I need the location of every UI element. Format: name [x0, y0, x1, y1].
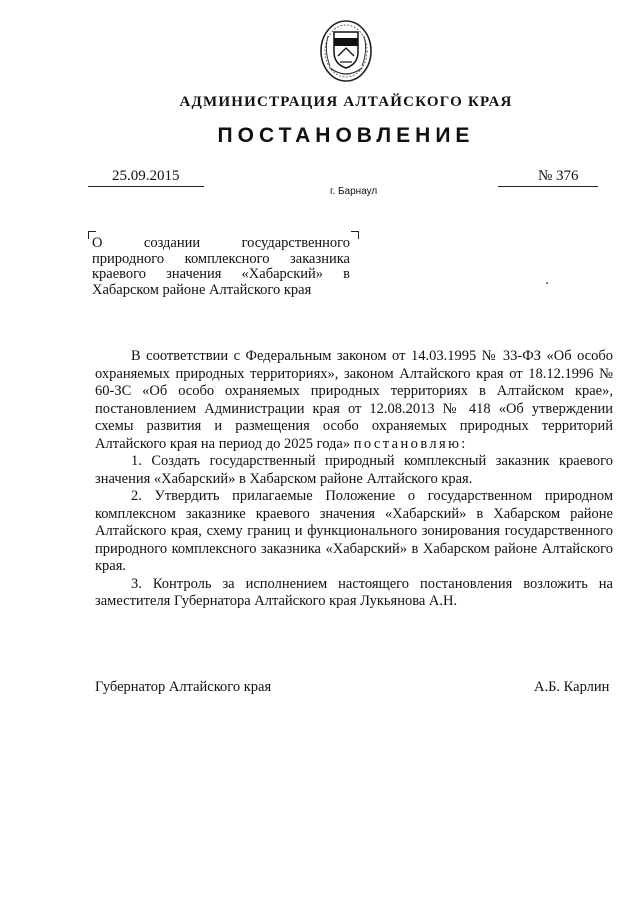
document-body — [95, 348, 613, 611]
document-title: ПОСТАНОВЛЕНИЕ — [217, 124, 475, 147]
document-subject: О создании государственного природного комплексного заказника краевого значения «Хабарский» в Хабарском районе Алтайского края — [92, 235, 350, 298]
number-field — [498, 168, 598, 187]
coat-of-arms-icon — [318, 18, 374, 84]
document-number: № 376 — [538, 168, 579, 184]
preamble-paragraph — [95, 348, 613, 453]
subject-bracket-right — [351, 231, 359, 239]
item-paragraph-2: 2. Утвердить прилагаемые Положение о государственном природном комплексном заказнике краевого значения «Хабарский» в Хабарском районе Алтайского края, схему границ и функционального зонирования государственного природного комплексного заказника «Хабарский» в Хабарском районе Алтайского края. — [95, 488, 613, 574]
item-paragraph-1: 1. Создать государственный природный комплексный заказник краевого значения «Хабарский» в Хабарском районе Алтайского края. — [95, 453, 613, 487]
item-paragraph-3: 3. Контроль за исполнением настоящего постановления возложить на заместителя Губернатора Алтайского края Лукьянова А.Н. — [95, 575, 613, 609]
organization-name: АДМИНИСТРАЦИЯ АЛТАЙСКОГО КРАЯ — [179, 94, 513, 110]
scan-dot — [546, 282, 548, 284]
preamble-text: В соответствии с Федеральным законом от 14.03.1995 № 33-ФЗ «Об особо охраняемых природных территориях», законом Алтайского края от 18.12.1996 № 60-ЗС «Об особо охраняемых природных территориях в Алтайском крае», постановлением Администрации края от 12.08.2013 № 418 «Об утверждении схемы развития и размещения особо охраняемых природных территорий Алтайского края на период до 2025 года» — [95, 348, 613, 452]
resolves-word: постановляю: — [353, 435, 468, 452]
signer-name: А.Б. Карлин — [534, 679, 610, 695]
city-label: г. Барнаул — [330, 186, 378, 197]
document-date: 25.09.2015 — [112, 168, 180, 184]
date-field — [88, 168, 204, 187]
signer-title: Губернатор Алтайского края — [95, 679, 272, 695]
